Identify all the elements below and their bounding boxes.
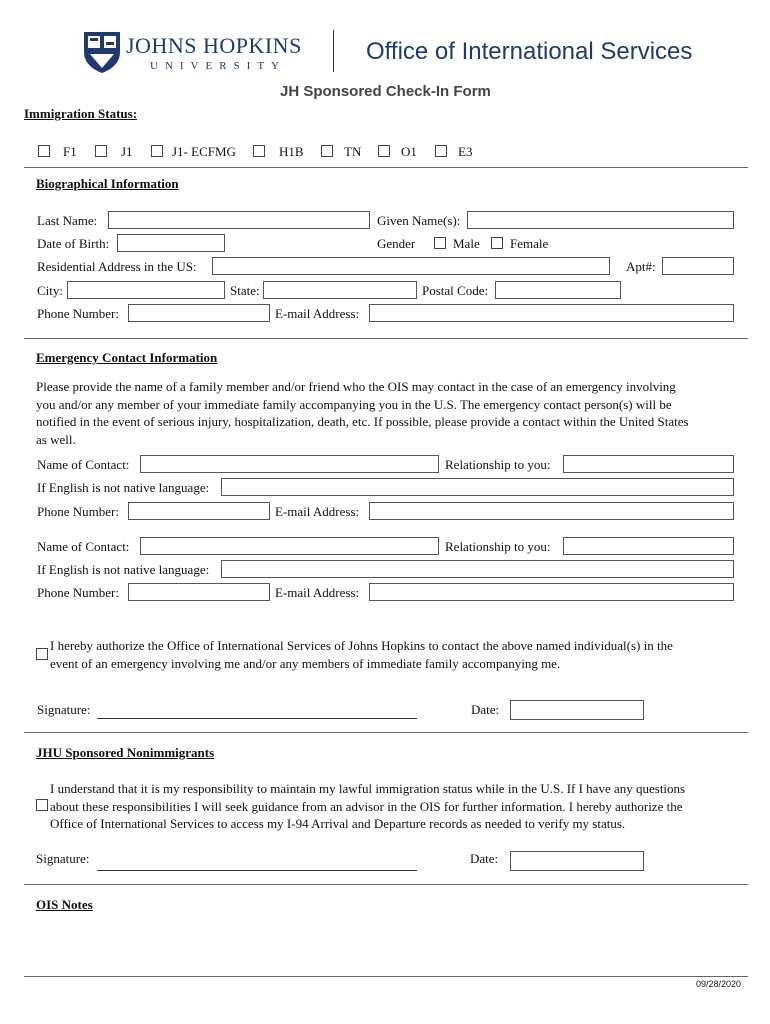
contact1-name-field[interactable] (140, 455, 439, 473)
contact2-email-field[interactable] (369, 583, 734, 601)
checkbox-j1[interactable] (95, 145, 107, 157)
jhu-line: about these responsibilities I will seek guidance from an advisor in the OIS for further information. I hereby authorize the (50, 798, 683, 814)
apt-field[interactable] (662, 257, 734, 275)
jhu-signature-label: Signature: (36, 851, 90, 866)
last-name-label: Last Name: (37, 213, 98, 228)
signature-line[interactable] (97, 718, 417, 719)
jhu-date-label: Date: (470, 851, 499, 866)
office-title: Office of International Services (366, 38, 693, 65)
contact1-email-field[interactable] (369, 502, 734, 520)
instructions-line: notified in the event of serious injury, hospitalization, death, etc. If possible, please provide a contact within the United States (36, 414, 689, 429)
checkbox-h1b[interactable] (253, 145, 265, 157)
contact1-phone-label: Phone Number: (37, 504, 119, 519)
given-names-label: Given Name(s): (377, 213, 461, 228)
contact1-phone-field[interactable] (128, 502, 270, 520)
option-o1-label: O1 (401, 144, 417, 159)
option-j1-ecfmg-label: J1- ECFMG (172, 144, 236, 159)
form-title: JH Sponsored Check-In Form (280, 83, 491, 100)
last-name-field[interactable] (108, 211, 370, 229)
immigration-status-label: Immigration Status: (24, 106, 138, 121)
section-divider (24, 167, 748, 168)
emergency-instructions (36, 378, 748, 448)
jhu-logo (82, 30, 302, 76)
university-name: JOHNS HOPKINS (126, 33, 302, 58)
jhu-heading: JHU Sponsored Nonimmigrants (36, 745, 215, 760)
jhu-signature-line[interactable] (97, 870, 417, 871)
address-label: Residential Address in the US: (37, 259, 197, 274)
city-field[interactable] (67, 281, 225, 299)
contact2-phone-label: Phone Number: (37, 585, 119, 600)
date-field[interactable] (510, 700, 644, 720)
authorize-line: event of an emergency involving me and/or any members of immediate family accompanying me. (50, 655, 561, 671)
ois-notes-heading: OIS Notes (36, 897, 93, 912)
option-f1-label: F1 (63, 144, 77, 159)
option-j1-label: J1 (121, 144, 133, 159)
checkbox-f1[interactable] (38, 145, 50, 157)
email-label: E-mail Address: (275, 306, 360, 321)
checkbox-j1-ecfmg[interactable] (151, 145, 163, 157)
email-field[interactable] (369, 304, 734, 322)
authorize-text (50, 637, 748, 672)
university-sub: UNIVERSITY (150, 60, 286, 72)
jhu-understand-checkbox[interactable] (36, 799, 48, 811)
option-tn-label: TN (344, 144, 362, 159)
contact2-english-field[interactable] (221, 560, 734, 578)
instructions-line: as well. (36, 431, 76, 447)
checkbox-male[interactable] (434, 237, 446, 249)
postal-field[interactable] (495, 281, 621, 299)
section-divider (24, 884, 748, 885)
contact2-name-field[interactable] (140, 537, 439, 555)
footer-date: 09/28/2020 (696, 979, 742, 989)
state-label: State: (230, 283, 260, 298)
address-field[interactable] (212, 257, 610, 275)
jhu-date-field[interactable] (510, 851, 644, 871)
male-label: Male (453, 236, 480, 251)
section-divider (24, 732, 748, 733)
shield-icon (82, 30, 122, 74)
contact1-english-field[interactable] (221, 478, 734, 496)
state-field[interactable] (263, 281, 417, 299)
contact1-email-label: E-mail Address: (275, 504, 360, 519)
contact1-name-label: Name of Contact: (37, 457, 130, 472)
contact2-email-label: E-mail Address: (275, 585, 360, 600)
signature-label: Signature: (37, 702, 91, 717)
apt-label: Apt#: (626, 259, 656, 274)
instructions-line: you and/or any member of your immediate family accompanying you in the U.S. The emergency contact person(s) will be (36, 396, 672, 412)
bio-heading: Biographical Information (36, 176, 179, 191)
checkbox-e3[interactable] (435, 145, 447, 157)
section-divider (24, 338, 748, 339)
checkbox-o1[interactable] (378, 145, 390, 157)
jhu-text (50, 780, 748, 833)
gender-label: Gender (377, 236, 416, 251)
contact2-english-label: If English is not native language: (37, 562, 210, 577)
jhu-line: Office of International Services to access my I-94 Arrival and Departure records as needed to verify my status. (50, 816, 626, 831)
city-label: City: (37, 283, 64, 298)
phone-field[interactable] (128, 304, 270, 322)
option-e3-label: E3 (458, 144, 473, 159)
option-h1b-label: H1B (279, 144, 304, 159)
contact2-phone-field[interactable] (128, 583, 270, 601)
phone-label: Phone Number: (37, 306, 119, 321)
contact1-relationship-field[interactable] (563, 455, 734, 473)
female-label: Female (510, 236, 549, 251)
date-label: Date: (471, 702, 500, 717)
postal-label: Postal Code: (422, 283, 489, 298)
contact2-name-label: Name of Contact: (37, 539, 130, 554)
checkbox-female[interactable] (491, 237, 503, 249)
contact2-relationship-field[interactable] (563, 537, 734, 555)
given-names-field[interactable] (467, 211, 734, 229)
contact1-english-label: If English is not native language: (37, 480, 210, 495)
jhu-line: I understand that it is my responsibility to maintain my lawful immigration status while in the U.S. If I have any questions (50, 781, 686, 796)
contact2-relationship-label: Relationship to you: (445, 539, 551, 554)
header-divider (333, 30, 334, 72)
contact1-relationship-label: Relationship to you: (445, 457, 551, 472)
authorize-contact-checkbox[interactable] (36, 648, 48, 660)
emergency-heading: Emergency Contact Information (36, 350, 218, 365)
checkbox-tn[interactable] (321, 145, 333, 157)
instructions-line: Please provide the name of a family member and/or friend who the OIS may contact in the case of an emergency involving (36, 379, 676, 394)
dob-label: Date of Birth: (37, 236, 110, 251)
dob-field[interactable] (117, 234, 225, 252)
authorize-line: I hereby authorize the Office of International Services of Johns Hopkins to contact the above named individual(s) in the (50, 638, 673, 653)
footer-divider (24, 976, 748, 977)
